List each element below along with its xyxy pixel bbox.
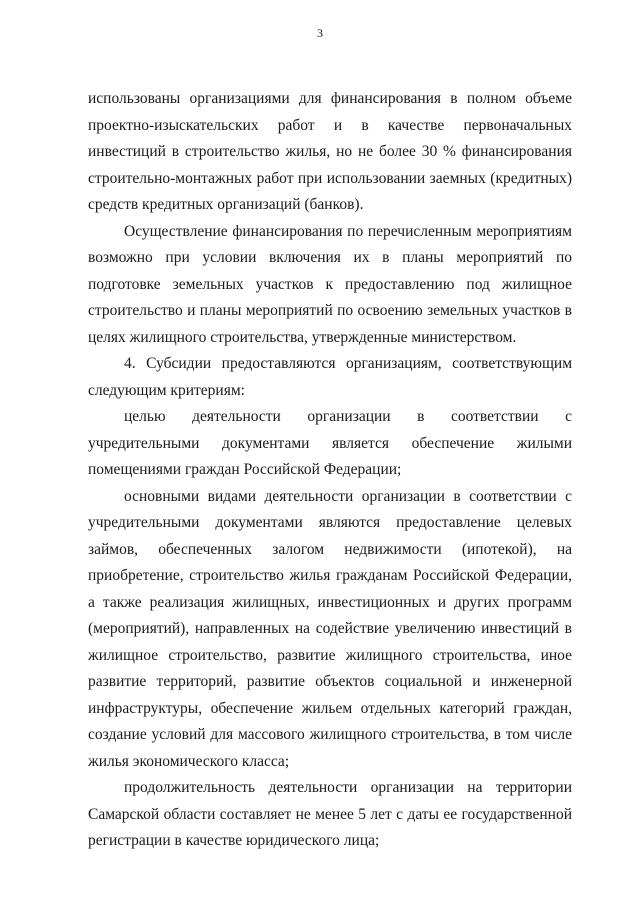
paragraph-continuation: использованы организациями для финансирования в полном объеме проектно-изыскательских работ и в качестве первоначальных инвестиций в строительство жилья, но не более 30 % финансирования строительно-монтажных работ при использовании заемных (кредитных) средств кредитных организаций (банков).: [88, 90, 572, 213]
paragraph-criterion-activities: основными видами деятельности организации в соответствии с учредительными документами являются предоставление целевых займов, обеспеченных залогом недвижимости (ипотекой), на приобретение, строительство жилья гражданам Российской Федерации, а также реализация жилищных, инвестиционных и других программ (мероприятий), направленных на содействие увеличению инвестиций в жилищное строительство, развитие жилищного строительства, иное развитие территорий, развитие объектов социальной и инженерной инфраструктуры, обеспечение жильем отдельных категорий граждан, создание условий для массового жилищного строительства, в том числе жилья экономического класса;: [88, 487, 572, 770]
paragraph-criterion-duration: продолжительность деятельности организации на территории Самарской области составляет не менее 5 лет с даты ее государственной регистрации в качестве юридического лица;: [88, 779, 572, 849]
page-number: 3: [317, 26, 323, 40]
paragraph-subsidy-criteria: 4. Субсидии предоставляются организациям, соответствующим следующим критериям:: [88, 355, 572, 399]
paragraph-criterion-purpose: целью деятельности организации в соответствии с учредительными документами является обеспечение жилыми помещениями граждан Российской Федерации;: [88, 408, 572, 478]
document-body: [88, 86, 572, 855]
paragraph-financing-conditions: Осуществление финансирования по перечисленным мероприятиям возможно при условии включения их в планы мероприятий по подготовке земельных участков к предоставлению под жилищное строительство и планы мероприятий по освоению земельных участков в целях жилищного строительства, утвержденные министерством.: [88, 222, 572, 346]
